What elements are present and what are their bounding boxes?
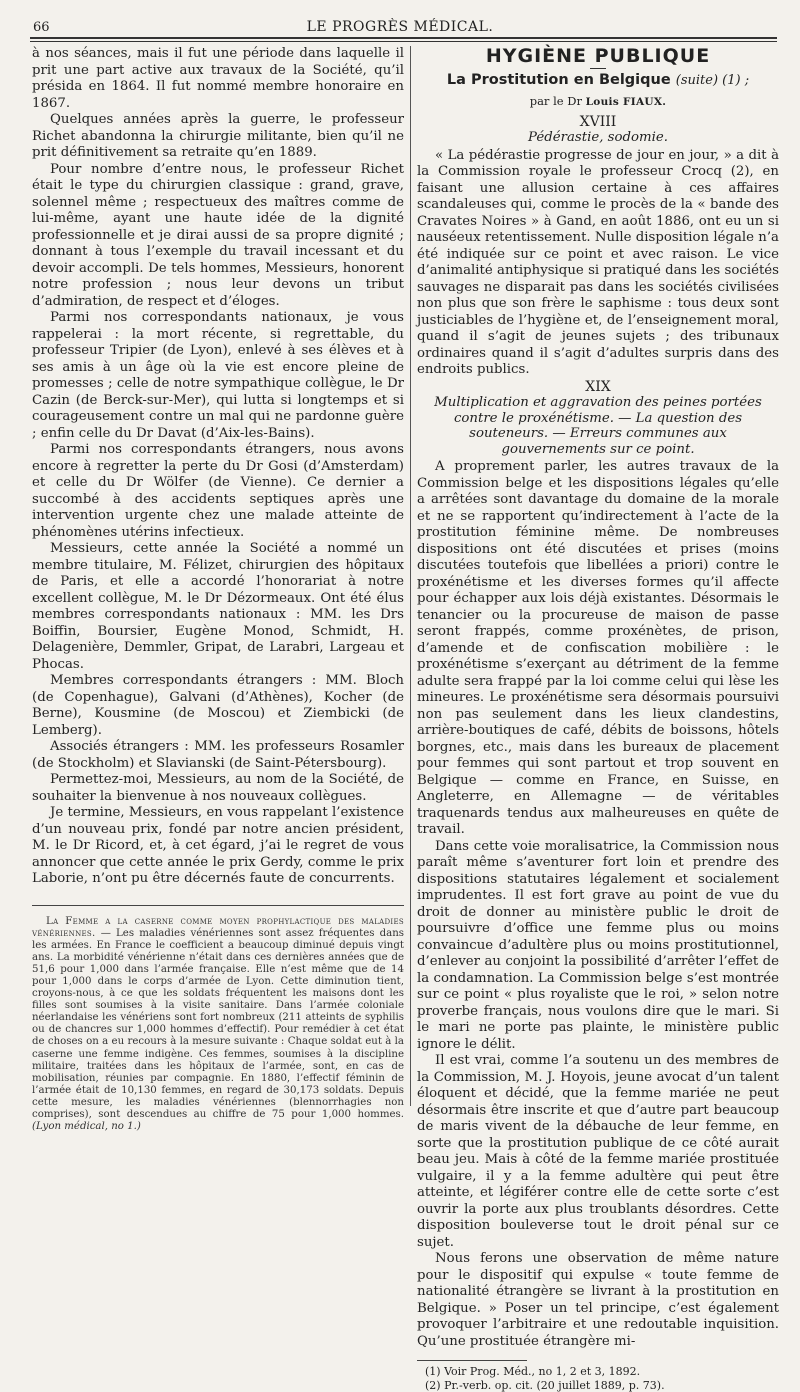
byline-prefix: par le Dr — [530, 94, 582, 108]
footnote: (2) Pr.-verb. op. cit. (20 juillet 1889, p. 73). — [425, 1379, 779, 1392]
aside-separator — [32, 905, 404, 906]
footnote: (1) Voir Prog. Méd., no 1, 2 et 3, 1892. — [425, 1365, 779, 1379]
aside-body: — Les maladies vénériennes sont assez fréquentes dans les armées. En France le coefficient a beaucoup diminué depuis vingt ans. La morbidité vénérienne n’était dans ces dernières années que de 51,6 pour 1,000 dans l’armée française. Elle n’est même que de 14 pour 1,000 dans le corps d’armée de Lyon. Cette diminution tient, croyons-nous, à ce que les soldats fréquentent les maisons dont les filles sont soumises à la visite sanitaire. Dans l’armée coloniale néerlandaise les vénériens sont fort nombreux (211 atteints de syphilis ou de chancres sur 1,000 hommes d’effectif). Pour remédier à cet état de choses on a eu recours à la mesure suivante : Chaque soldat eut à la caserne une femme indigène. Ces femmes, soumises à la discipline militaire, traitées dans les hôpitaux de l’armée, sont, en cas de mobilisation, réunies par compagnie. En 1880, l’effectif féminin de l’armée était de 10,130 femmes, en regard de 30,173 soldats. Depuis cette mesure, les maladies vénériennes (blennorrhagies non comprises), sont descendues au chiffre de 75 pour 1,000 hommes. — [32, 928, 404, 1120]
paragraph: Messieurs, cette année la Société a nommé un membre titulaire, M. Félizet, chirurgien des hôpitaux de Paris, et elle a accordé l’honorariat à notre excellent collègue, M. le Dr Dézormeaux. Ont été élus membres correspondants nationaux : MM. les Drs Boiffin, Boursier, Eugène Monod, Schmidt, H. Delagenière, Demmler, Gripat, de Larabri, Largeau et Phocas. — [32, 541, 404, 673]
aside-note — [32, 916, 404, 1134]
paragraph: Membres correspondants étrangers : MM. Bloch (de Copenhague), Galvani (d’Athènes), Kocher (de Berne), Kousmine (de Moscou) et Ziembicki (de Lemberg). — [32, 673, 404, 739]
section-subtitle: Multiplication et aggravation des peines portées contre le proxénétisme. — La question des souteneurs. — Erreurs communes aux gouvernements sur ce point. — [417, 395, 779, 457]
right-column — [417, 46, 779, 1392]
paragraph: A proprement parler, les autres travaux de la Commission belge et les dispositions légales qu’elle a arrêtées sont davantage du domaine de la morale et ne se rapportent qu’indirectement à l’acte de la prostitution féminine même. De nombreuses dispositions ont été discutées et prises (moins discutées toutefois que libellées a priori) contre le proxénétisme et les diverses formes qu’il affecte pour échapper aux lois déjà existantes. Désormais le tenancier ou la procureuse de maison de passe seront frappés, comme proxénètes, de prison, d’amende et de confiscation mobilière : le proxénétisme s’exerçant au détriment de la femme adulte sera frappé par la loi comme celui qui lèse les mineures. Le proxénétisme sera désormais poursuivi non pas seulement dans les lieux clandestins, arrière-boutiques de café, débits de boissons, hôtels borgnes, etc., mais dans les bureaux de placement pour femmes qui sont partout et trop souvent en Belgique — comme en France, en Suisse, en Angleterre, en Allemagne — de véritables traquenards tendus aux malheureuses en quête de travail. — [417, 459, 779, 839]
article-title — [417, 72, 779, 90]
paragraph: « La pédérastie progresse de jour en jour, » a dit à la Commission royale le professeur Crocq (2), en faisant une allusion certaine à ces affaires scandaleuses qui, comme le procès de la « bande des Cravates Noires » à Gand, en août 1886, ont eu un si nauséeux retentissement. Nulle disposition légale n’a été indiquée sur ce point et avec raison. Le vice d’animalité antiphysique si pratiqué dans les sociétés sauvages ne disparait pas dans les sociétés civilisées non plus que son frère le saphisme : tous deux sont justiciables de l’hygiène et, de l’enseignement moral, quand il s’agit de jeunes sujets ; des tribunaux ordinaires quand il s’agit d’adultes surpris dans des endroits publics. — [417, 148, 779, 379]
paragraph: Associés étrangers : MM. les professeurs Rosamler (de Stockholm) et Slavianski (de Saint-Pétersbourg). — [32, 739, 404, 772]
paragraph: Il est vrai, comme l’a soutenu un des membres de la Commission, M. J. Hoyois, jeune avocat d’un talent éloquent et décidé, que la femme mariée ne peut désormais être inscrite et que d’autre part beaucoup de maris vivent de la débauche de leur femme, en sorte que la prostitution publique de ce côté aurait beau jeu. Mais à côté de la femme mariée prostituée vulgaire, il y a la femme adultère qui peut être atteinte, et légiférer contre elle de cette sorte c’est ouvrir la porte aux plus troublants désordres. Cette disposition bouleverse tout le droit pénal sur ce sujet. — [417, 1053, 779, 1251]
article-suite: (suite) (1) ; — [676, 73, 749, 88]
title-rule — [590, 68, 606, 69]
byline-author: Louis FIAUX. — [586, 96, 667, 108]
footnotes — [417, 1365, 779, 1392]
paragraph: Nous ferons une observation de même nature pour le dispositif qui expulse « toute femme de nationalité étrangère se livrant à la prostitution en Belgique. » Poser un tel principe, c’est également provoquer l’arbitraire et une redoutable inquisition. Qu’une prostituée étrangère mi- — [417, 1251, 779, 1350]
column-divider — [410, 46, 411, 1106]
paragraph: Dans cette voie moralisatrice, la Commission nous paraît même s’aventurer fort loin et prendre des dispositions statutaires légalement et socialement imprudentes. Il est fort grave au point de vue du droit de donner au ministère public le droit de poursuivre d’office une femme plus ou moins convaincue d’adultère plus ou moins prostitutionnel, d’enlever au conjoint la possibilité d’arrêter l’effet de la condamnation. La Commission belge s’est montrée sur ce point « plus royaliste que le roi, » selon notre proverbe français, nous voulons dire que le mari. Si le mari ne porte pas plainte, le ministère public ignore le délit. — [417, 839, 779, 1054]
footnote-separator — [417, 1360, 527, 1361]
aside-source: (Lyon médical, no 1.) — [32, 1121, 141, 1132]
section-title: HYGIÈNE PUBLIQUE — [417, 48, 779, 65]
journal-title: LE PROGRÈS MÉDICAL. — [0, 19, 800, 35]
paragraph: à nos séances, mais il fut une période dans laquelle il prit une part active aux travaux de la Société, qu’il présida en 1864. Il fut nommé membre honoraire en 1867. — [32, 46, 404, 112]
paragraph: Permettez-moi, Messieurs, au nom de la Société, de souhaiter la bienvenue à nos nouveaux collègues. — [32, 772, 404, 805]
paragraph: Pour nombre d’entre nous, le professeur Richet était le type du chirurgien classique : grand, grave, solennel même ; respectueux des maîtres comme de lui-même, ayant une haute idée de la dignité professionnelle et je dirai aussi de sa propre dignité ; donnant à tous l’exemple du travail incessant et du devoir accompli. De tels hommes, Messieurs, honorent notre profession ; nous leur devons un tribut d’admiration, de respect et d’éloges. — [32, 162, 404, 311]
section-subtitle: Pédérastie, sodomie. — [417, 130, 779, 147]
section-numeral: XVIII — [417, 114, 779, 131]
left-column — [32, 46, 404, 1133]
byline — [417, 93, 779, 111]
header-rule — [30, 37, 777, 42]
paragraph: Quelques années après la guerre, le professeur Richet abandonna la chirurgie militante, bien qu’il ne prit définitivement sa retraite qu’en 1889. — [32, 112, 404, 162]
aside-title: La Femme a la caserne comme moyen prophylactique des maladies vénériennes. — [32, 916, 404, 939]
paragraph: Je termine, Messieurs, en vous rappelant l’existence d’un nouveau prix, fondé par notre ancien président, M. le Dr Ricord, et, à cet égard, j’ai le regret de vous annoncer que cette année le prix Gerdy, comme le prix Laborie, n’ont pu être décernés faute de concurrents. — [32, 805, 404, 888]
page-number: 66 — [33, 20, 50, 35]
paragraph: Parmi nos correspondants étrangers, nous avons encore à regretter la perte du Dr Gosi (d’Amsterdam) et celle du Dr Wölfer (de Vienne). Ce dernier a succombé à des accidents septiques après une intervention urgente chez une malade atteinte de phénomènes utérins infectieux. — [32, 442, 404, 541]
article-title-text: La Prostitution en Belgique — [447, 72, 671, 88]
section-numeral: XIX — [417, 379, 779, 396]
paragraph: Parmi nos correspondants nationaux, je vous rappelerai : la mort récente, si regrettable, du professeur Tripier (de Lyon), enlevé à ses élèves et à ses amis à un âge où la vie est encore pleine de promesses ; celle de notre sympathique collègue, le Dr Cazin (de Berck-sur-Mer), qui lutta si longtemps et si courageusement contre un mal qui ne pardonne guère ; enfin celle du Dr Davat (d’Aix-les-Bains). — [32, 310, 404, 442]
